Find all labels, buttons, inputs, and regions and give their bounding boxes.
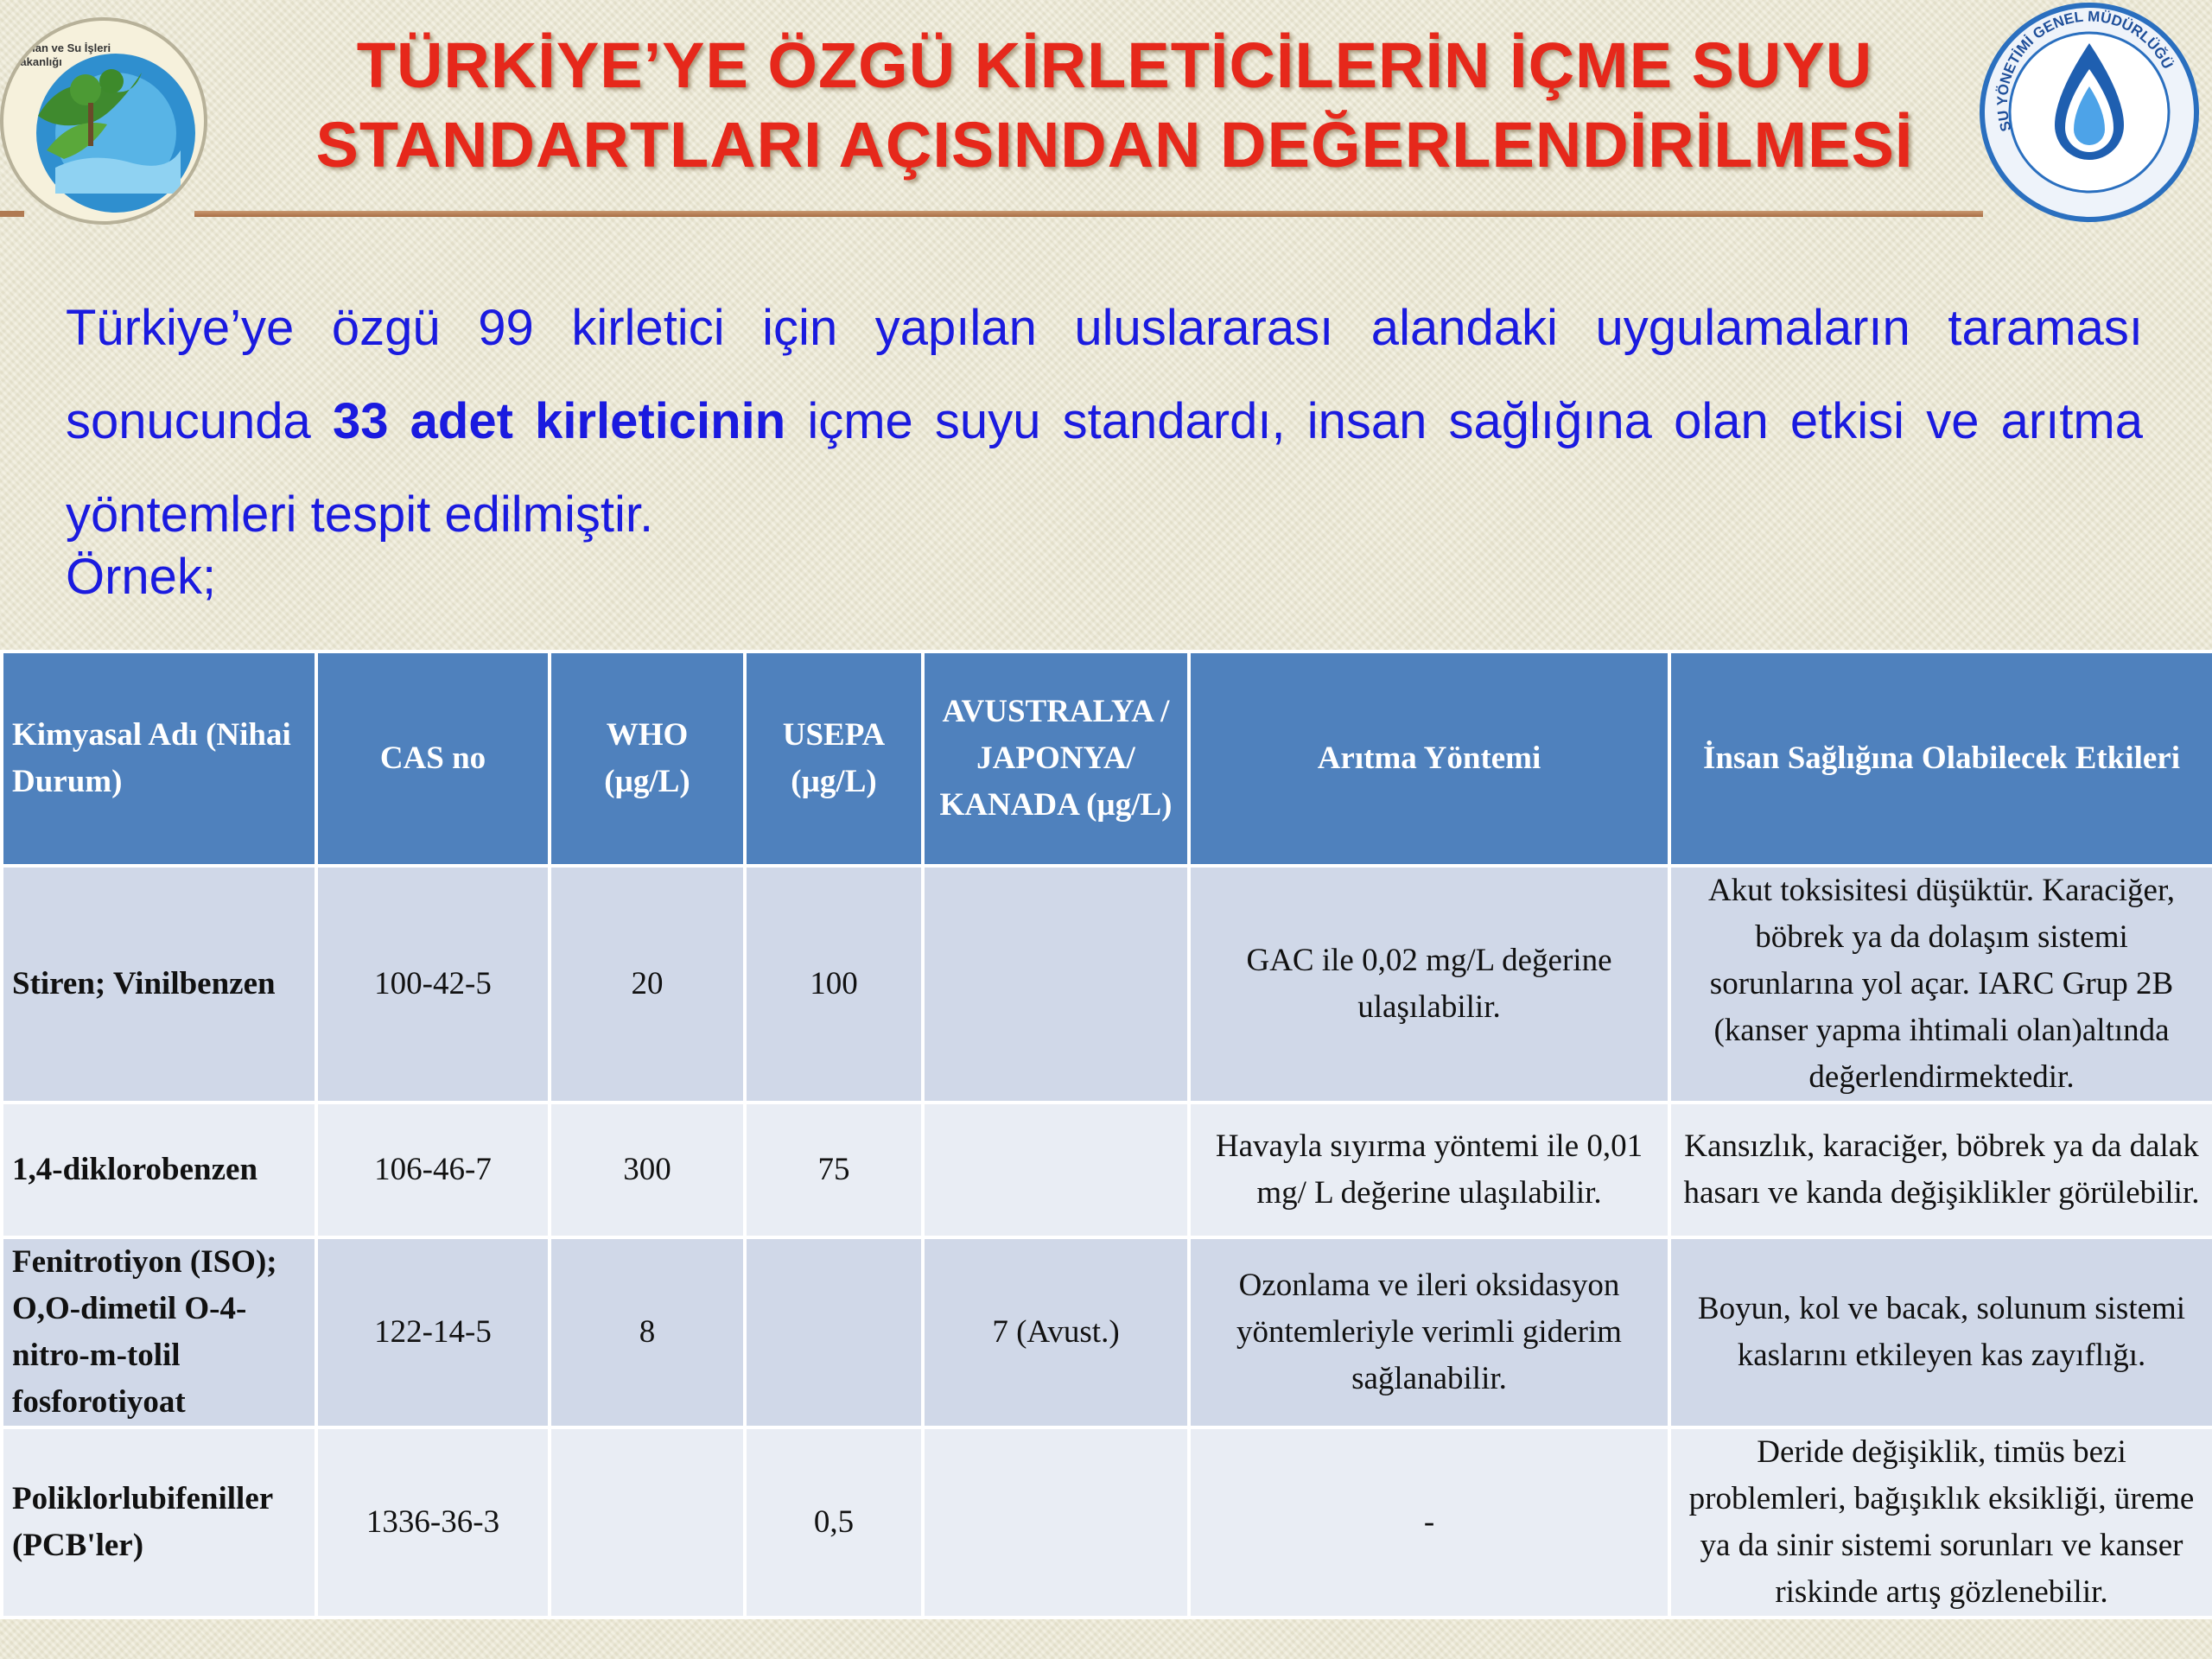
cell-health: Akut toksisitesi düşüktür. Karaciğer, böbrek ya da dolaşım sistemi sorunlarına yol açar. IARC Grup 2B (kanser yapma ihtimali olan)altında değerlendirmektedir. bbox=[1669, 866, 2212, 1103]
cell-name: 1,4-diklorobenzen bbox=[2, 1103, 316, 1237]
cell-usepa bbox=[745, 1237, 923, 1427]
cell-usepa: 75 bbox=[745, 1103, 923, 1237]
water-drop-emblem-icon bbox=[1977, 0, 2202, 225]
cell-who: 20 bbox=[550, 866, 745, 1103]
cell-treatment: Ozonlama ve ileri oksidasyon yöntemleriyle verimli giderim sağlanabilir. bbox=[1189, 1237, 1669, 1427]
cell-who bbox=[550, 1427, 745, 1618]
cell-cas: 100-42-5 bbox=[316, 866, 550, 1103]
cell-cas: 122-14-5 bbox=[316, 1237, 550, 1427]
col-header-cas: CAS no bbox=[316, 652, 550, 866]
cell-aus bbox=[923, 1427, 1189, 1618]
col-header-health: İnsan Sağlığına Olabilecek Etkileri bbox=[1669, 652, 2212, 866]
header-rule-left bbox=[0, 211, 24, 217]
table-row bbox=[2, 1237, 2212, 1427]
page-title bbox=[259, 26, 1970, 185]
ministry-logo bbox=[0, 17, 207, 225]
cell-who: 8 bbox=[550, 1237, 745, 1427]
cell-who: 300 bbox=[550, 1103, 745, 1237]
table-row bbox=[2, 1103, 2212, 1237]
header-rule bbox=[194, 211, 1983, 217]
cell-treatment: GAC ile 0,02 mg/L değerine ulaşılabilir. bbox=[1189, 866, 1669, 1103]
title-line-2: STANDARTLARI AÇISINDAN DEĞERLENDİRİLMESİ bbox=[315, 109, 1914, 181]
col-header-aus-jpn-can: AVUSTRALYA / JAPONYA/ KANADA (µg/L) bbox=[923, 652, 1189, 866]
table-row bbox=[2, 1427, 2212, 1618]
cell-aus bbox=[923, 866, 1189, 1103]
cell-aus: 7 (Avust.) bbox=[923, 1237, 1189, 1427]
ministry-name: T.C. Orman ve Su İşleri Bakanlığı bbox=[12, 28, 111, 68]
cell-aus bbox=[923, 1103, 1189, 1237]
cell-treatment: Havayla sıyırma yöntemi ile 0,01 mg/ L değerine ulaşılabilir. bbox=[1189, 1103, 1669, 1237]
example-label: Örnek; bbox=[66, 549, 217, 605]
cell-health: Kansızlık, karaciğer, böbrek ya da dalak hasarı ve kanda değişiklikler görülebilir. bbox=[1669, 1103, 2212, 1237]
intro-paragraph bbox=[66, 282, 2143, 562]
contaminants-table bbox=[0, 650, 2212, 1619]
cell-health: Deride değişiklik, timüs bezi problemleri, bağışıklık eksikliği, üreme ya da sinir sistemi sorunları ve kanser riskinde artış gözlenebilir. bbox=[1669, 1427, 2212, 1618]
cell-name: Fenitrotiyon (ISO); O,O-dimetil O-4-nitro-m-tolil fosforotiyoat bbox=[2, 1237, 316, 1427]
intro-highlight: 33 adet kirleticinin bbox=[332, 393, 786, 449]
cell-cas: 106-46-7 bbox=[316, 1103, 550, 1237]
logo-ring-text: SU YÖNETİMİ GENEL MÜDÜRLÜĞÜ bbox=[1993, 8, 2177, 134]
cell-name: Poliklorlubifeniller (PCB'ler) bbox=[2, 1427, 316, 1618]
table-header-row bbox=[2, 652, 2212, 866]
col-header-usepa: USEPA (µg/L) bbox=[745, 652, 923, 866]
col-header-treatment: Arıtma Yöntemi bbox=[1189, 652, 1669, 866]
col-header-name: Kimyasal Adı (Nihai Durum) bbox=[2, 652, 316, 866]
col-header-who: WHO (µg/L) bbox=[550, 652, 745, 866]
water-management-logo bbox=[1977, 0, 2202, 225]
intro-text-2: içme suyu standardı, insan sağlığına olan etkisi ve arıtma yöntemleri tespit edilmiştir. bbox=[66, 393, 2143, 543]
title-line-1: TÜRKİYE’YE ÖZGÜ KİRLETİCİLERİN İÇME SUYU bbox=[356, 29, 1873, 101]
cell-health: Boyun, kol ve bacak, solunum sistemi kaslarını etkileyen kas zayıflığı. bbox=[1669, 1237, 2212, 1427]
intro-text-1: Türkiye’ye özgü 99 kirletici için yapılan uluslararası alandaki uygulamaların taraması sonucunda bbox=[66, 300, 2143, 449]
table-row bbox=[2, 866, 2212, 1103]
cell-cas: 1336-36-3 bbox=[316, 1427, 550, 1618]
cell-usepa: 100 bbox=[745, 866, 923, 1103]
cell-usepa: 0,5 bbox=[745, 1427, 923, 1618]
cell-name: Stiren; Vinilbenzen bbox=[2, 866, 316, 1103]
cell-treatment: - bbox=[1189, 1427, 1669, 1618]
